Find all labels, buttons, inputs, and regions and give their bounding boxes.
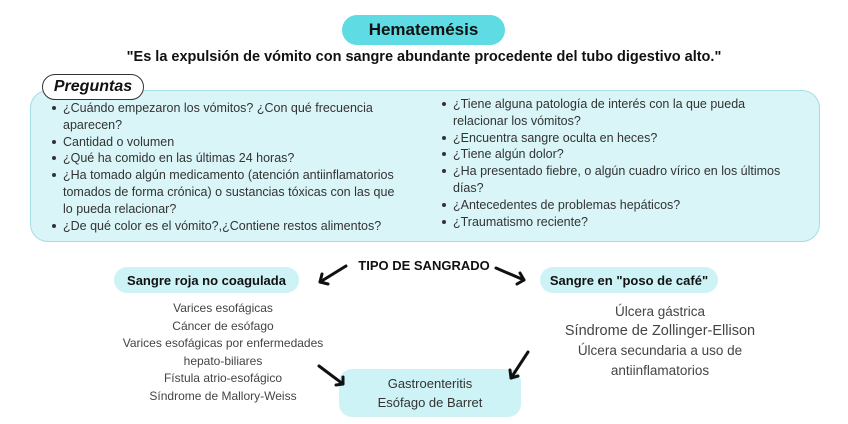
cause-item: Úlcera secundaria a uso de antiinflamatorios [577, 343, 743, 378]
red-blood-causes-list [112, 300, 334, 405]
question-item: Cantidad o volumen [50, 134, 395, 151]
cause-item: Fístula atrio-esofágico [163, 371, 283, 385]
question-item: ¿Tiene algún dolor? [440, 146, 790, 163]
question-item: ¿Ha tomado algún medicamento (atención antiinflamatorios tomados de forma crónica) o sustancias tóxicas con las que lo pueda relacionar? [50, 167, 395, 217]
coffee-ground-causes-list [540, 302, 780, 380]
cause-item: Cáncer de esófago [172, 318, 274, 333]
cause-item: Varices esofágicas [173, 301, 273, 315]
common-cause-item: Esófago de Barret [377, 395, 483, 410]
title-text: Hematemésis [368, 20, 479, 39]
question-item: ¿Traumatismo reciente? [440, 214, 790, 231]
questions-left-list [50, 100, 395, 234]
bleeding-type-label: TIPO DE SANGRADO [358, 258, 490, 273]
question-item: ¿Cuándo empezaron los vómitos? ¿Con qué frecuencia aparecen? [50, 100, 395, 134]
common-cause-item: Gastroenteritis [387, 376, 473, 391]
question-item: ¿Ha presentado fiebre, o algún cuadro vírico en los últimos días? [440, 163, 790, 197]
questions-right-list [440, 96, 790, 230]
questions-label [42, 74, 144, 100]
common-causes-box [339, 369, 521, 417]
cause-item: Varices esofágicas por enfermedades hepato-biliares [122, 336, 324, 368]
question-item: ¿Encuentra sangre oculta en heces? [440, 130, 790, 147]
question-item: ¿Qué ha comido en las últimas 24 horas? [50, 150, 395, 167]
cause-item: Síndrome de Zollinger-Ellison [564, 322, 756, 339]
question-item: ¿Antecedentes de problemas hepáticos? [440, 197, 790, 214]
coffee-ground-pill [540, 267, 718, 293]
red-blood-pill [114, 267, 299, 293]
red-blood-title: Sangre roja no coagulada [127, 272, 286, 288]
questions-label-text: Preguntas [53, 78, 133, 95]
title-pill [342, 15, 505, 45]
coffee-ground-title: Sangre en "poso de café" [549, 272, 709, 288]
cause-item: Síndrome de Mallory-Weiss [149, 388, 297, 403]
question-item: ¿De qué color es el vómito?,¿Contiene restos alimentos? [50, 218, 395, 235]
question-item: ¿Tiene alguna patología de interés con la que pueda relacionar los vómitos? [440, 96, 790, 130]
cause-item: Úlcera gástrica [614, 304, 706, 319]
definition-text: "Es la expulsión de vómito con sangre abundante procedente del tubo digestivo alto." [126, 49, 722, 65]
